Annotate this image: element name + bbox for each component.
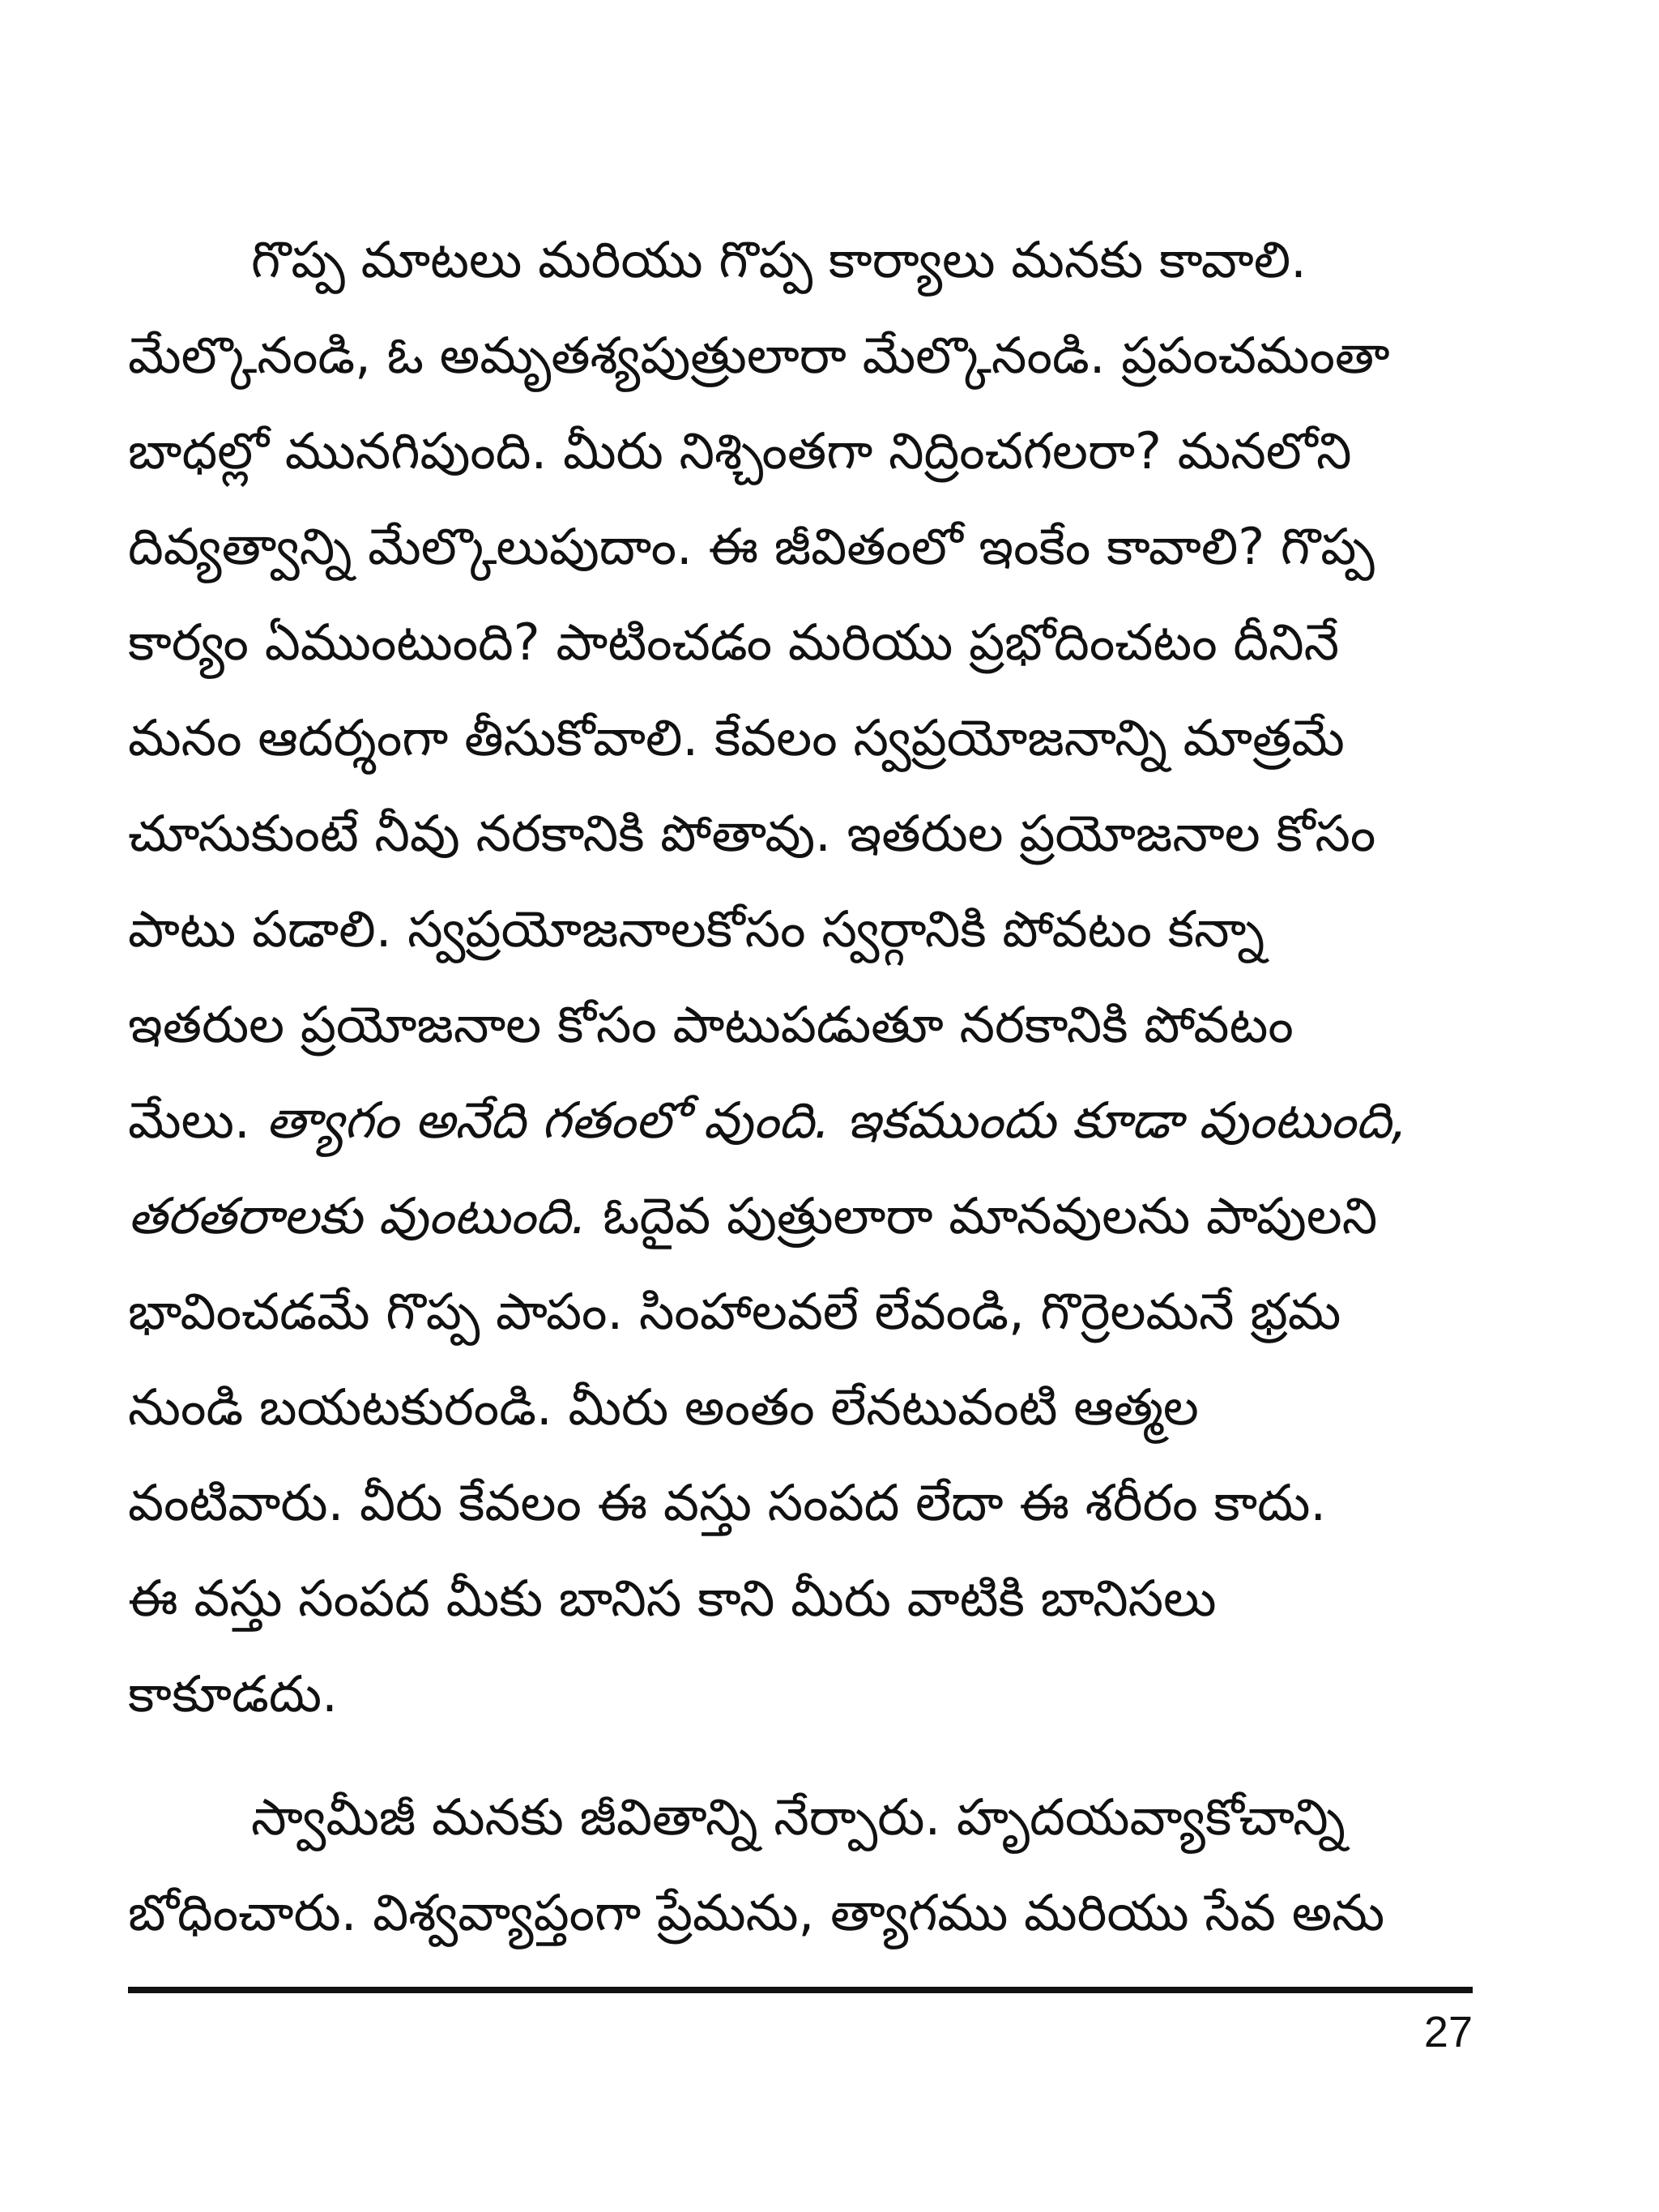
paragraph-1-line-12: భావించడమే గొప్ప పాపం. సింహాలవలే లేవండి, గొర్రెలమనే భ్రమ [128,1282,1341,1341]
paragraph-1-line-14: వంటివారు. వీరు కేవలం ఈ వస్తు సంపద లేదా ఈ శరీరం కాదు. [128,1473,1327,1532]
paragraph-2-line-2: బోధించారు. విశ్వవ్యాప్తంగా ప్రేమను, త్యాగము మరియు సేవ అను [128,1883,1385,1942]
paragraph-1-line-5: కార్యం ఏముంటుంది? పాటించడం మరియు ప్రభోదించటం దీనినే [128,613,1340,672]
paragraph-1-line-10 [128,1073,1473,1168]
paragraph-1-line-13: నుండి బయటకురండి. మీరు అంతం లేనటువంటి ఆత్మల [128,1377,1199,1437]
paragraph-1-line-4: దివ్యత్వాన్ని మేల్కొలుపుదాం. ఈ జీవితంలో ఇంకేం కావాలి? గొప్ప [128,517,1375,576]
page-number: 27 [1423,2008,1473,2056]
paragraph-1-line-8: పాటు పడాలి. స్వప్రయోజనాలకోసం స్వర్గానికి పోవటం కన్నా [128,899,1265,959]
line-10-plain-text: మేలు. [128,1091,250,1150]
paragraph-1-line-16: కాకూడదు. [128,1664,338,1723]
line-11-plain-text: ఓదైవ పుత్రులారా మానవులను పాపులని [603,1186,1378,1245]
paragraph-2-line-1: స్వామీజీ మనకు జీవితాన్ని నేర్పారు. హృదయవ్యాకోచాన్ని [251,1787,1346,1847]
line-10-italic-text: త్యాగం అనేది గతంలో వుంది. ఇకముందు కూడా వుంటుంది, [266,1091,1408,1150]
body-text [128,212,1473,1961]
paragraph-1-line-3: బాధల్లో మునగిపుంది. మీరు నిశ్చింతగా నిద్రించగలరా? మనలోని [128,421,1352,480]
paragraph-1-line-6: మనం ఆదర్శంగా తీసుకోవాలి. కేవలం స్వప్రయోజనాన్ని మాత్రమే [128,708,1345,767]
paragraph-1-line-11 [128,1168,1473,1264]
paragraph-1-line-15: ఈ వస్తు సంపద మీకు బానిస కాని మీరు వాటికి బానిసలు [128,1569,1217,1628]
line-11-italic-text: తరతరాలకు వుంటుంది. [128,1186,587,1245]
paragraph-1-line-9: ఇతరుల ప్రయోజనాల కోసం పాటుపడుతూ నరకానికి పోవటం [128,995,1294,1054]
paragraph-1-line-1: గొప్ప మాటలు మరియు గొప్ప కార్యాలు మనకు కావాలి. [251,230,1307,289]
paragraph-1-line-7: చూసుకుంటే నీవు నరకానికి పోతావు. ఇతరుల ప్రయోజనాల కోసం [128,804,1376,863]
footer-divider [128,1987,1473,1993]
paragraph-1-line-2: మేల్కొనండి, ఓ అమృతశ్యపుత్రులారా మేల్కొనండి. ప్రపంచమంతా [128,326,1390,385]
